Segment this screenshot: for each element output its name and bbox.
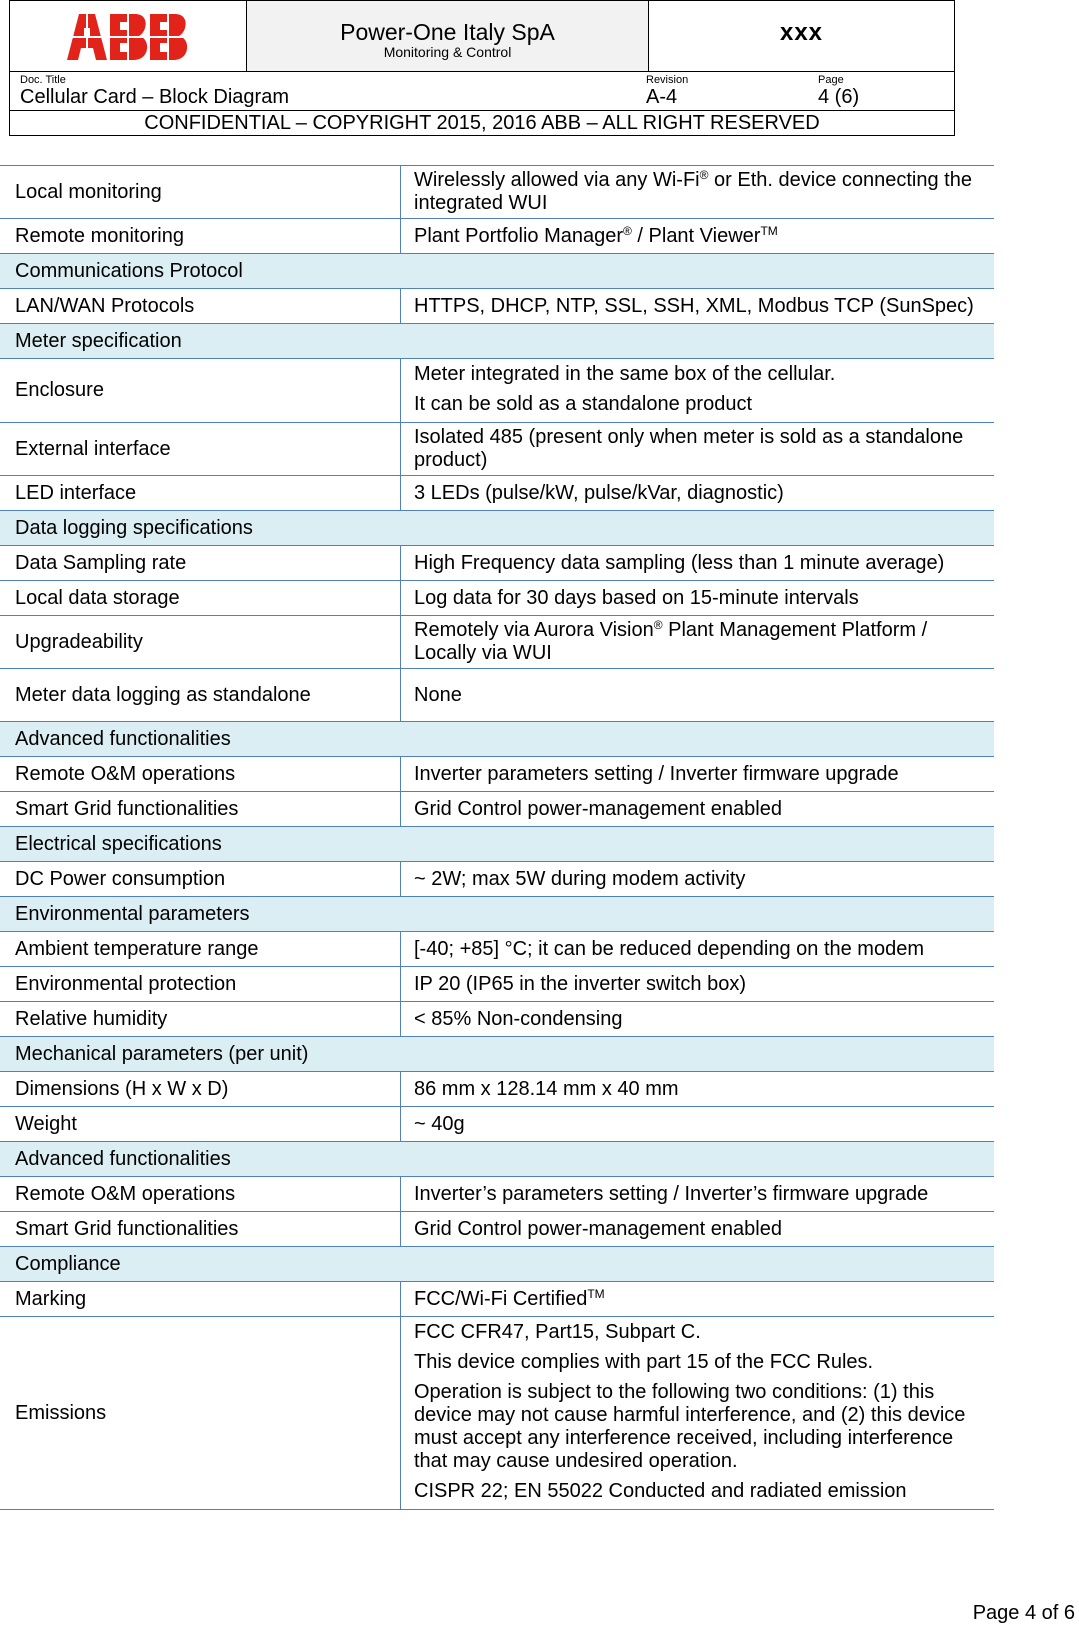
row-value: 86 mm x 128.14 mm x 40 mm	[401, 1072, 995, 1107]
row-key: DC Power consumption	[0, 862, 401, 897]
row-value: Wirelessly allowed via any Wi-Fi® or Eth. device connecting the integrated WUI	[401, 166, 995, 219]
section-title: Compliance	[0, 1247, 994, 1282]
table-row	[0, 1072, 994, 1107]
row-value: FCC CFR47, Part15, Subpart C. This device complies with part 15 of the FCC Rules. Operation is subject to the following two conditions: (1) this device may not cause harmful interference, and (2) this device must accept any interference received, including interference that may cause undesired operation. CISPR 22; EN 55022 Conducted and radiated emission	[401, 1317, 995, 1510]
row-key: Meter data logging as standalone	[0, 669, 401, 722]
section-title: Environmental parameters	[0, 897, 994, 932]
doc-code: xxx	[779, 19, 824, 46]
row-value: Inverter parameters setting / Inverter firmware upgrade	[401, 757, 995, 792]
table-row	[0, 219, 994, 254]
table-row	[0, 862, 994, 897]
revision-value: A-4	[646, 86, 678, 108]
section-row	[0, 1247, 994, 1282]
table-row	[0, 581, 994, 616]
table-row	[0, 1002, 994, 1037]
doc-title-cell	[20, 72, 289, 108]
row-key: Remote O&M operations	[0, 757, 401, 792]
row-key: External interface	[0, 423, 401, 476]
section-title: Communications Protocol	[0, 254, 994, 289]
row-key: Local data storage	[0, 581, 401, 616]
row-value: Meter integrated in the same box of the cellular. It can be sold as a standalone product	[401, 359, 995, 423]
row-value: Grid Control power-management enabled	[401, 1212, 995, 1247]
row-key: Emissions	[0, 1317, 401, 1510]
table-row	[0, 932, 994, 967]
table-row	[0, 423, 994, 476]
row-key: Relative humidity	[0, 1002, 401, 1037]
document-header	[9, 0, 955, 136]
row-value: ~ 40g	[401, 1107, 995, 1142]
row-value: FCC/Wi-Fi Certified™	[401, 1282, 995, 1317]
row-key: Smart Grid functionalities	[0, 792, 401, 827]
row-key: Environmental protection	[0, 967, 401, 1002]
page-label: Page	[818, 74, 844, 86]
page-value: 4 (6)	[818, 86, 860, 108]
row-value: HTTPS, DHCP, NTP, SSL, SSH, XML, Modbus TCP (SunSpec)	[401, 289, 995, 324]
section-title: Mechanical parameters (per unit)	[0, 1037, 994, 1072]
table-row	[0, 1212, 994, 1247]
table-row	[0, 757, 994, 792]
section-title: Meter specification	[0, 324, 994, 359]
table-row	[0, 616, 994, 669]
row-key: Upgradeability	[0, 616, 401, 669]
revision-label: Revision	[646, 74, 689, 86]
section-title: Electrical specifications	[0, 827, 994, 862]
row-value: High Frequency data sampling (less than 1 minute average)	[401, 546, 995, 581]
row-value: Log data for 30 days based on 15-minute intervals	[401, 581, 995, 616]
row-key: Local monitoring	[0, 166, 401, 219]
section-title: Advanced functionalities	[0, 722, 994, 757]
section-row	[0, 1142, 994, 1177]
revision-cell	[646, 72, 688, 108]
page-cell	[818, 72, 859, 108]
section-row	[0, 827, 994, 862]
row-key: Ambient temperature range	[0, 932, 401, 967]
section-row	[0, 324, 994, 359]
section-row	[0, 511, 994, 546]
table-row	[0, 166, 994, 219]
section-title: Data logging specifications	[0, 511, 994, 546]
row-value: Remotely via Aurora Vision® Plant Management Platform / Locally via WUI	[401, 616, 995, 669]
company-name: Power-One Italy SpA	[340, 18, 555, 45]
section-title: Advanced functionalities	[0, 1142, 994, 1177]
table-row	[0, 359, 994, 423]
row-key: Enclosure	[0, 359, 401, 423]
row-value: Isolated 485 (present only when meter is sold as a standalone product)	[401, 423, 995, 476]
row-key: Data Sampling rate	[0, 546, 401, 581]
table-row	[0, 1317, 994, 1510]
doc-title: Cellular Card – Block Diagram	[20, 86, 289, 108]
row-key: Remote monitoring	[0, 219, 401, 254]
row-key: Weight	[0, 1107, 401, 1142]
table-row	[0, 289, 994, 324]
row-value: None	[401, 669, 995, 722]
table-row	[0, 967, 994, 1002]
row-value: IP 20 (IP65 in the inverter switch box)	[401, 967, 995, 1002]
section-row	[0, 897, 994, 932]
company-block	[247, 1, 649, 71]
department-name: Monitoring & Control	[383, 43, 512, 60]
row-value: [-40; +85] °C; it can be reduced depending on the modem	[401, 932, 995, 967]
row-value: ~ 2W; max 5W during modem activity	[401, 862, 995, 897]
table-row	[0, 1282, 994, 1317]
row-value: Grid Control power-management enabled	[401, 792, 995, 827]
row-key: Remote O&M operations	[0, 1177, 401, 1212]
row-value: Inverter’s parameters setting / Inverter’s firmware upgrade	[401, 1177, 995, 1212]
row-value: < 85% Non-condensing	[401, 1002, 995, 1037]
row-key: LED interface	[0, 476, 401, 511]
section-row	[0, 1037, 994, 1072]
section-row	[0, 722, 994, 757]
doc-title-label: Doc. Title	[20, 74, 66, 86]
table-row	[0, 1107, 994, 1142]
row-key: Marking	[0, 1282, 401, 1317]
page-number-footer: Page 4 of 6	[972, 1602, 1075, 1624]
abb-logo	[10, 1, 247, 71]
confidential-notice: CONFIDENTIAL – COPYRIGHT 2015, 2016 ABB – ALL RIGHT RESERVED	[144, 112, 820, 134]
row-value: Plant Portfolio Manager® / Plant Viewer™	[401, 219, 995, 254]
row-key: LAN/WAN Protocols	[0, 289, 401, 324]
row-key: Dimensions (H x W x D)	[0, 1072, 401, 1107]
spec-table	[0, 165, 994, 1510]
abb-logo-icon	[67, 12, 189, 60]
table-row	[0, 476, 994, 511]
table-row	[0, 669, 994, 722]
row-key: Smart Grid functionalities	[0, 1212, 401, 1247]
row-value: 3 LEDs (pulse/kW, pulse/kVar, diagnostic)	[401, 476, 995, 511]
section-row	[0, 254, 994, 289]
table-row	[0, 546, 994, 581]
table-row	[0, 1177, 994, 1212]
table-row	[0, 792, 994, 827]
